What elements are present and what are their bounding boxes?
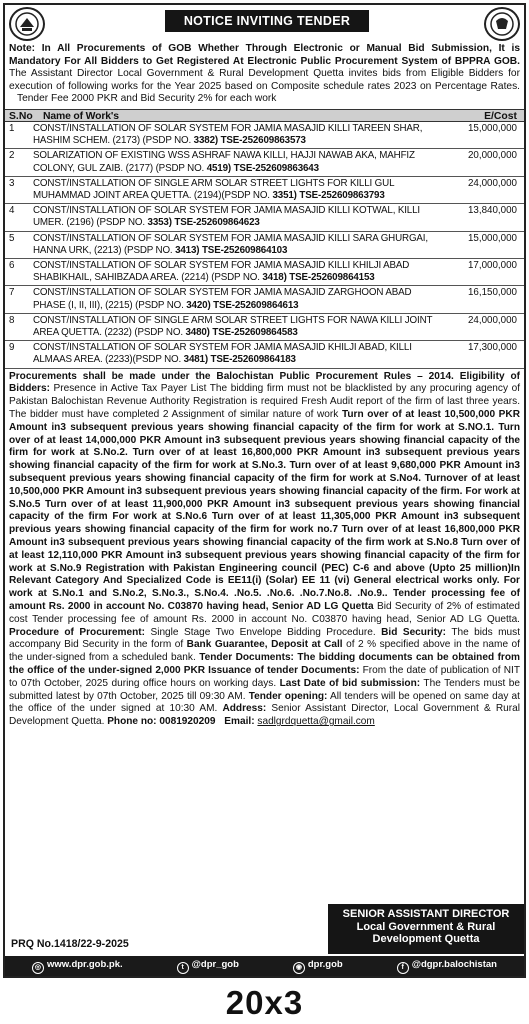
work-name: CONST/INSTALLATION OF SINGLE ARM SOLAR STREET LIGHTS FOR NAWA KILLI JOINT AREA QUETTA. (2232) (PSDP NO. xyxy=(33,314,433,339)
row-work xyxy=(33,123,435,147)
table-row xyxy=(5,149,524,176)
intro-paragraph xyxy=(5,43,524,106)
signature-block xyxy=(328,904,524,954)
psdp-number: 3413) xyxy=(175,244,200,256)
issuance-text: From the date of publication of NIT to 07th October, 2025 during office hours on working days. xyxy=(9,664,520,689)
tse-number: TSE-252609863573 xyxy=(220,135,306,147)
intro-note: Note: In All Procurements of GOB Whether Through Electronic or Manual Bid Submission, It is Mandatory For All Bidders to Get Registered At Electronic Public Procurement System of BPPRA GOB. xyxy=(9,43,520,67)
signature-dept: Local Government & Rural xyxy=(356,920,496,933)
bid-security-text: Bid Security of 2% of estimated cost Tender processing fee of amount Rs. 2000 in account No. C03870 having head, Senior AD LG Quetta. xyxy=(9,600,520,625)
row-work xyxy=(33,287,435,311)
ad-size-label: 20x3 xyxy=(225,984,304,1021)
procedure-heading: Procedure of Procurement: xyxy=(9,626,145,638)
tse-number: TSE-252609864623 xyxy=(174,217,260,229)
work-name: CONST/INSTALLATION OF SOLAR SYSTEM FOR JAMIA MASAJID KILLI SARA GHURGAI, HANNA URK, (2213) (PSDP NO. xyxy=(33,232,428,256)
opening-heading: Tender opening: xyxy=(248,690,328,702)
row-sno: 5 xyxy=(9,232,15,244)
tse-number: TSE-252609864103 xyxy=(201,244,288,256)
bank-text: of 2 % specified above in the name of the under-signed from a scheduled bank. xyxy=(9,639,520,664)
signature-title: SENIOR ASSISTANT DIRECTOR xyxy=(342,908,510,920)
tse-number: TSE-252609863793 xyxy=(299,189,385,201)
tse-number: TSE-252609864153 xyxy=(289,272,375,284)
work-name: CONST/INSTALLATION OF SOLAR SYSTEM FOR JAMIA MASAJID KILLI KOTWAL, KILLI UMER. (2196) (PSDP NO. xyxy=(33,205,420,229)
turnover-text: Turn over of at least 10,500,000 PKR Amount in3 subsequent previous years showing financial capacity of the firm for work at S.NO.1. Turn over of at least 14,000,000 PKR Amount in3 subsequent previous years showing financial capacity of the firm for work at S.No.2. Turn over of at least 16,800,000 PKR Amount in3 subsequent previous years showing financial capacity of the firm for work at S.No.3. Turn over of at least 9,680,000 PKR Amount in3 subsequent previous years showing financial capacity of the firm for work at S.No4. Turnover of at least 10,500,000 PKR Amount in3 subsequent previous years showing financial capacity of the firm. For work at S.No.5 Turn over of at least 11,900,000 PKR Amount in3 subsequent previous years showing financial capacity of the firm For work at S.No.6 Turn over of at least 11,305,000 PKR Amount in3 subsequent previous years showing financial capacity of the firm for work no.7 Turn over of at least 16,800,000 PKR Amount in3 subsequent previous years showing financial capacity of the firm work at S.No.8 Turn over of at least 12,110,000 PKR Amount in3 subsequent previous years showing financial capacity of the firm for work at S.No.9 Registration with Pakistan Engineering council (PEC) C-6 and above (Upto 25 million)In Relevant Category And Specialized Code is EE11(i) (Solar) EE 11 (vi) General electrical works only. For work at S.No.1 and S.No.2, S.No.3., S.No.4. .No.5. .No.6. .No.7.No.8. .No.9.. Tender processing fee of amount Rs. 2000 in account No. C03870 having head, Senior AD LG Quetta xyxy=(9,409,520,612)
email-heading: Email: xyxy=(224,716,255,728)
works-table xyxy=(5,122,524,369)
tender-notice xyxy=(3,3,526,978)
table-row xyxy=(5,177,524,204)
work-name: CONST/INSTALLATION OF SOLAR SYSTEM FOR JAMIA MASAJID KHILJI ABAD, KILLI ALMAAS AREA. (2233)(PSDP NO. xyxy=(33,342,412,366)
tse-number: TSE-252609863643 xyxy=(233,162,319,174)
table-row xyxy=(5,259,524,286)
intro-text: The Assistant Director Local Government & Rural Development Quetta invites bids from Eligible Bidders for execution of following works for the Year 2025 based on Composite schedule rates 2023 on Percentage Rates. xyxy=(9,68,520,92)
row-work xyxy=(33,205,435,229)
works-table-header xyxy=(5,109,524,122)
signature-city: Development Quetta xyxy=(372,933,480,945)
twitter-icon: t xyxy=(177,962,189,974)
row-cost: 24,000,000 xyxy=(467,177,517,189)
social-instagram[interactable] xyxy=(293,959,343,974)
rules-heading: Procurements shall be made under the Balochistan Public Procurement Rules – 2014. Eligibility of Bidders: xyxy=(9,370,520,395)
row-sno: 4 xyxy=(9,205,15,217)
col-sno: S.No xyxy=(9,110,33,122)
work-name: CONST/INSTALLATION OF SOLAR SYSTEM FOR JAMIA MASAJID KILLI KHILJI ABAD SHABIKHAIL, SAHIBZADA AREA. (2214) (PSDP NO. xyxy=(33,260,410,284)
bank-guarantee-text: Bank Guarantee, Deposit at Call xyxy=(186,639,343,651)
email-link[interactable]: sadlgrdquetta@gmail.com xyxy=(257,716,375,728)
notice-title: NOTICE INVITING TENDER xyxy=(165,10,369,32)
row-work xyxy=(33,233,435,257)
table-row xyxy=(5,122,524,149)
table-row xyxy=(5,286,524,313)
header xyxy=(5,5,524,43)
row-cost: 20,000,000 xyxy=(467,150,517,162)
row-work xyxy=(33,150,435,174)
tender-documents-text: Tender Documents: The bidding documents can be obtained from the office of the under-signed 2,000 PKR Issuance of tender Documents: xyxy=(9,652,521,676)
table-row xyxy=(5,341,524,368)
psdp-number: 3481) xyxy=(183,354,208,366)
tse-number: TSE-252609864583 xyxy=(212,327,298,339)
facebook-icon: f xyxy=(397,962,409,974)
prq-number: PRQ No.1418/22-9-2025 xyxy=(11,938,129,950)
website-text: www.dpr.gob.pk. xyxy=(46,958,123,970)
work-name: CONST/INSTALLATION OF SINGLE ARM SOLAR STREET LIGHTS FOR KILLI GUL MUHAMMAD JOINT AREA QUETTA. (2194)(PSDP NO. xyxy=(33,177,395,201)
row-sno: 2 xyxy=(9,150,15,162)
last-date-text: The Tenders must be submitted latest by 07th October, 2025 till 09:30 AM. xyxy=(9,677,520,702)
tender-fee-text: Tender Fee 2000 PKR and Bid Security 2% for each work xyxy=(17,93,277,105)
row-cost: 15,000,000 xyxy=(467,232,517,244)
dgpr-logo-icon xyxy=(484,7,520,41)
row-cost: 17,300,000 xyxy=(467,342,517,354)
table-row xyxy=(5,204,524,231)
social-twitter[interactable] xyxy=(177,959,239,974)
work-name: SOLARIZATION OF EXISTING WSS ASHRAF NAWA KILLI, HAJJI NAWAB AKA, MAHFIZ COLONY, GUL ZAIB. (2177) (PSDP NO. xyxy=(33,150,415,174)
psdp-number: 3351) xyxy=(272,189,297,201)
instagram-icon: ◉ xyxy=(293,962,305,974)
psdp-number: 3420) xyxy=(186,299,211,311)
work-name: CONST/INSTALLATION OF SOLAR SYSTEM FOR JAMIA MASAJID KILLI TAREEN SHAR, HASHIM SCHEM. (2173) (PSDP NO. xyxy=(33,122,423,147)
row-sno: 3 xyxy=(9,177,15,189)
procedure-text: Single Stage Two Envelope Bidding Procedure. xyxy=(150,626,376,638)
address-text: Senior Assistant Director, Local Government & Rural Development Quetta. xyxy=(9,703,520,728)
balochistan-emblem-icon xyxy=(9,7,45,41)
psdp-number: 3353) xyxy=(147,217,172,229)
social-bar xyxy=(5,956,524,976)
row-work xyxy=(33,315,435,339)
row-work xyxy=(33,178,435,202)
social-website[interactable] xyxy=(32,959,123,974)
bid-security-heading: Bid Security: xyxy=(381,626,447,638)
row-sno: 1 xyxy=(9,122,15,134)
psdp-number: 3480) xyxy=(185,327,210,339)
instagram-text: dpr.gob xyxy=(307,958,343,970)
row-sno: 8 xyxy=(9,314,15,326)
psdp-number: 4519) xyxy=(206,162,232,174)
last-date-heading: Last Date of bid submission: xyxy=(279,677,421,689)
table-row xyxy=(5,232,524,259)
twitter-text: @dpr_gob xyxy=(191,958,239,970)
work-name: CONST/INSTALLATION OF SOLAR SYSTEM FOR JAMIA MASAJID ZARGHOON ABAD PHASE (I, II, III), (2215) (PSDP NO. xyxy=(33,287,412,311)
row-sno: 9 xyxy=(9,342,15,354)
row-cost: 13,840,000 xyxy=(467,205,517,217)
row-cost: 24,000,000 xyxy=(467,314,517,326)
opening-text: All tenders will be opened on same day at the office of the under signed at 10:30 AM. xyxy=(9,690,520,715)
col-cost: E/Cost xyxy=(484,110,517,122)
globe-icon: ◎ xyxy=(32,962,44,974)
psdp-number: 3418) xyxy=(262,272,287,284)
table-row xyxy=(5,314,524,341)
row-cost: 17,000,000 xyxy=(467,260,517,271)
row-work xyxy=(33,260,435,284)
row-work xyxy=(33,342,435,366)
row-sno: 7 xyxy=(9,287,15,299)
eligibility-text: Presence in Active Tax Payer List The bidding firm must not be blacklisted by any procuring agency of Pakistan Balochistan Revenue Authority Registration is required Fresh Audit report of the firm of last three years. The bidder must have completed 2 Assignment of similar nature of work xyxy=(9,383,520,421)
footer xyxy=(5,864,524,976)
bid-security-form-text: The bids must accompany Bid Security in the form of xyxy=(9,626,521,651)
psdp-number: 3382) xyxy=(193,135,218,147)
phone-text: Phone no: 0081920209 xyxy=(107,716,216,728)
row-cost: 15,000,000 xyxy=(467,122,517,134)
row-sno: 6 xyxy=(9,260,15,271)
facebook-text: @dgpr.balochistan xyxy=(411,958,497,970)
row-cost: 16,150,000 xyxy=(467,287,517,299)
tse-number: TSE-252609864183 xyxy=(210,354,296,366)
col-name: Name of Work's xyxy=(43,110,119,122)
address-heading: Address: xyxy=(222,703,267,715)
social-facebook[interactable] xyxy=(397,959,497,974)
terms-paragraph xyxy=(5,369,524,729)
tse-number: TSE-252609864613 xyxy=(213,299,299,311)
